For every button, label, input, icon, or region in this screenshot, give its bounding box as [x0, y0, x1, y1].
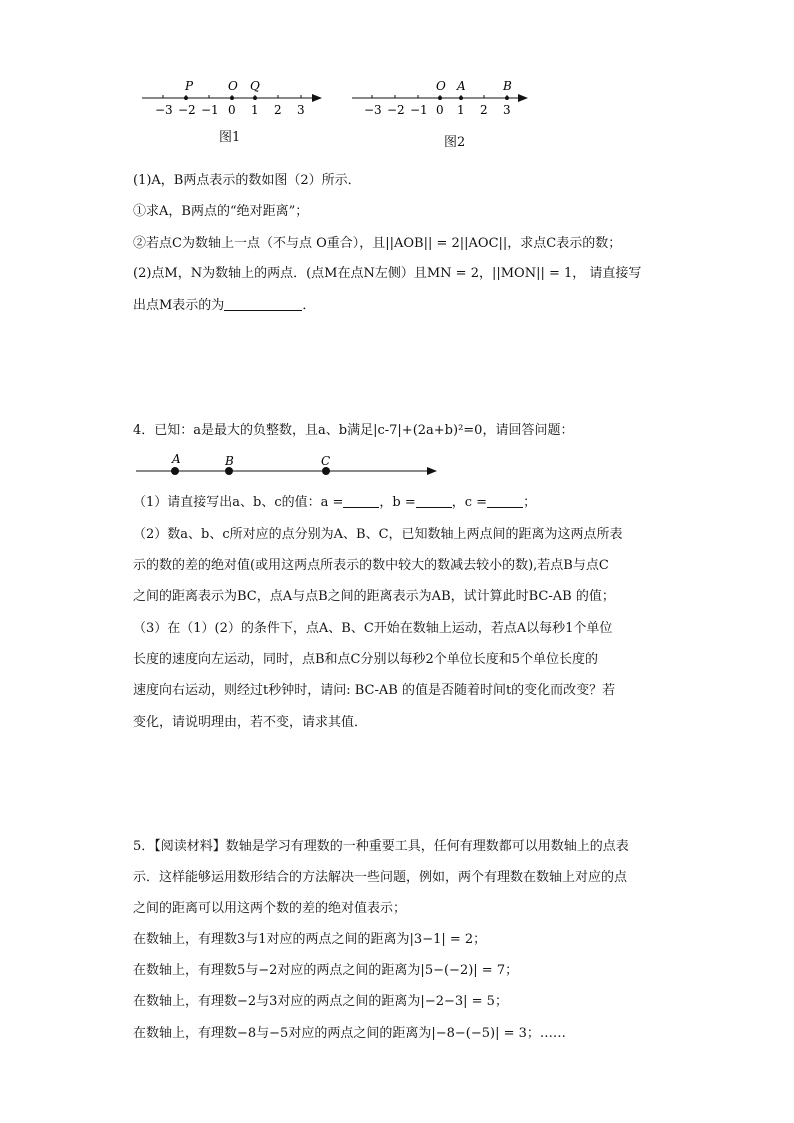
point-q-label: Q: [250, 79, 260, 93]
q4-number-line: [134, 451, 444, 483]
point-b-label: B: [225, 454, 234, 468]
answer-blank-c: [487, 495, 523, 508]
tick-label: 1: [457, 103, 465, 117]
answer-blank: [224, 298, 302, 311]
point-c-label: C: [321, 454, 331, 468]
q4-part3-line-4: 变化，请说明理由，若不变，请求其值．: [133, 715, 368, 730]
q5-line-6: 在数轴上，有理数−2与3对应的两点之间的距离为|−2−3| = 5；: [133, 994, 508, 1009]
point-c-dot: [322, 467, 330, 475]
q3-line-3: ②若点C为数轴上一点（不与点 O重合），且||AOB|| = 2||AOC||，求点C表示的数；: [133, 236, 622, 251]
q5-line-3: 之间的距离可以用这两个数的差的绝对值表示；: [133, 901, 407, 916]
tick-label: −2: [178, 103, 196, 117]
q5-line-1: 5．【阅读材料】数轴是学习有理数的一种重要工具，任何有理数都可以用数轴上的点表: [133, 839, 629, 854]
q4-part1: [133, 494, 536, 512]
point-b-label: B: [503, 79, 512, 93]
tick-label: −1: [410, 103, 428, 117]
point-q-dot: [253, 96, 257, 100]
tick-label: −1: [201, 103, 219, 117]
q4-part3-line-3: 速度向右运动，则经过t秒钟时，请问: BC-AB 的值是否随着时间t的变化而改变？若: [133, 683, 616, 698]
number-line-figure-2: [348, 74, 538, 120]
q5-line-4: 在数轴上，有理数3与1对应的两点之间的距离为|3−1| = 2；: [133, 932, 487, 947]
figure-2-caption: 图2: [444, 135, 466, 150]
point-o-dot: [438, 96, 442, 100]
tick-label: −2: [387, 103, 405, 117]
q3-line-1: (1)A，B两点表示的数如图（2）所示．: [133, 173, 361, 188]
tick-label: 3: [297, 103, 305, 117]
point-a-dot: [459, 96, 463, 100]
q3-line-5-end: ．: [302, 298, 316, 313]
point-o-label: O: [436, 79, 446, 93]
answer-blank-a: [343, 495, 379, 508]
point-o-label: O: [228, 79, 238, 93]
figure-1-caption: 图1: [219, 130, 241, 145]
number-line-figure-1: [138, 74, 328, 120]
q3-line-2: ①求A，B两点的“绝对距离”；: [133, 204, 309, 219]
point-p-label: P: [185, 79, 194, 93]
q4-part2-line-1: （2）数a、b、c所对应的点分别为A、B、C，已知数轴上两点间的距离为这两点所表: [133, 527, 623, 542]
answer-blank-b: [416, 495, 452, 508]
point-a-label: A: [457, 79, 466, 93]
q4-part3-line-2: 长度的速度向左运动，同时，点B和点C分别以每秒2个单位长度和5个单位长度的: [133, 652, 599, 667]
q4-part1-a: （1）请直接写出a、b、c的值：a =: [133, 495, 344, 510]
q4-part1-d: ；: [523, 495, 537, 510]
tick-label: −3: [364, 103, 382, 117]
q5-line-2: 示．这样能够运用数形结合的方法解决一些问题，例如，两个有理数在数轴上对应的点: [133, 870, 628, 885]
q4-part2-line-3: 之间的距离表示为BC，点A与点B之间的距离表示为AB，试计算此时BC-AB 的值；: [133, 589, 615, 604]
tick-label: 1: [251, 103, 259, 117]
q4-intro: 4．已知：a是最大的负整数，且a、b满足|c-7|+(2a+b)²=0，请回答问题：: [133, 423, 574, 438]
tick-label: 0: [228, 103, 236, 117]
point-p-dot: [184, 96, 188, 100]
point-o-dot: [230, 96, 234, 100]
q4-part2-line-2: 示的数的差的绝对值(或用这两点所表示的数中较大的数减去较小的数),若点B与点C: [133, 558, 609, 573]
point-b-dot: [225, 467, 233, 475]
point-a-label: A: [172, 452, 181, 466]
q3-line-5: [133, 297, 315, 315]
tick-label: 0: [436, 103, 444, 117]
q5-line-7: 在数轴上，有理数−8与−5对应的两点之间的距离为|−8−(−5)| = 3；……: [133, 1026, 566, 1041]
tick-label: 2: [480, 103, 488, 117]
tick-label: 3: [503, 103, 511, 117]
q3-line-5-text: 出点M表示的为: [133, 298, 225, 313]
tick-label: −3: [155, 103, 173, 117]
q5-line-5: 在数轴上，有理数5与−2对应的两点之间的距离为|5−(−2)| = 7；: [133, 963, 519, 978]
q4-part1-c: ，c =: [451, 495, 488, 510]
tick-label: 2: [274, 103, 282, 117]
q3-line-4: (2)点M，N为数轴上的两点．(点M在点N左侧）且MN = 2，||MON|| = 1， 请直接写: [133, 266, 642, 281]
q4-part1-b: ，b =: [379, 495, 416, 510]
q4-part3-line-1: （3）在（1）(2）的条件下，点A、B、C开始在数轴上运动，若点A以每秒1个单位: [133, 621, 613, 636]
point-b-dot: [505, 96, 509, 100]
point-a-dot: [171, 467, 179, 475]
